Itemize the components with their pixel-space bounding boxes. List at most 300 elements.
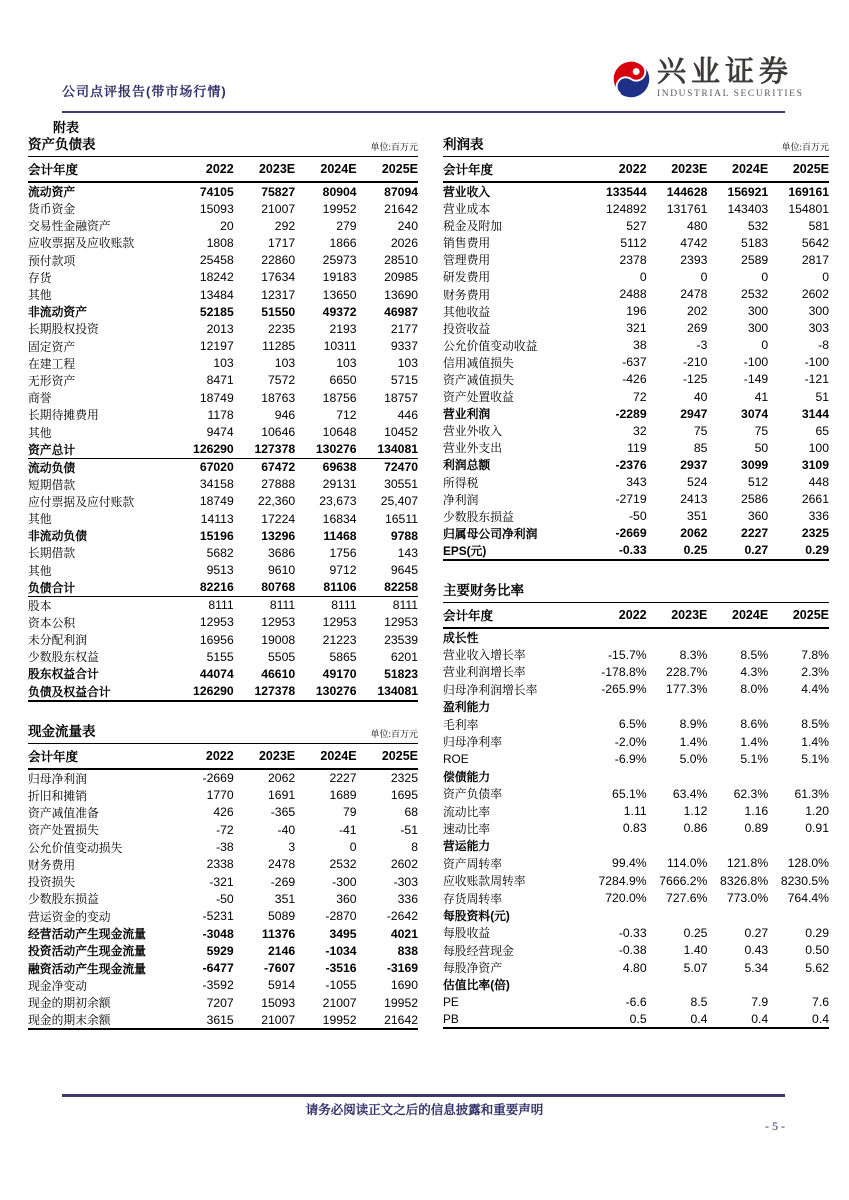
row-label: 每股经营现金 xyxy=(443,943,514,958)
cell-value: 2235 xyxy=(268,321,296,336)
row-label: 无形资产 xyxy=(28,373,76,388)
table-row xyxy=(443,872,829,889)
cell-value xyxy=(707,698,768,715)
cell-value: 5682 xyxy=(206,545,234,560)
cell-value: 2325 xyxy=(390,771,418,785)
cell-value: 2478 xyxy=(680,287,708,302)
row-label: ROE xyxy=(443,751,469,766)
cell-value xyxy=(647,698,708,715)
table-row xyxy=(443,994,829,1011)
table-row xyxy=(28,234,418,251)
row-label: 固定资产 xyxy=(28,339,76,354)
section-row xyxy=(443,768,829,785)
cell-value: -125 xyxy=(682,372,708,387)
cell-value: 228.7% xyxy=(666,664,708,679)
appendix-label: 附表 xyxy=(53,120,80,135)
table-row xyxy=(28,787,418,804)
cell-value: 1808 xyxy=(206,235,234,250)
cell-value: 336 xyxy=(808,509,829,524)
cell-value: 16511 xyxy=(385,511,418,526)
table-row xyxy=(28,338,418,355)
cash_flow-table xyxy=(28,743,418,1031)
cell-value: 8.5% xyxy=(801,717,829,732)
row-label: 现金的期末余额 xyxy=(28,1011,172,1029)
cell-value xyxy=(647,628,708,646)
cell-value: 279 xyxy=(336,218,357,233)
cell-value: 2937 xyxy=(680,457,708,472)
balance_sheet-table xyxy=(28,156,418,702)
row-label: 销售费用 xyxy=(443,236,491,251)
cell-value: 30551 xyxy=(384,477,418,492)
cell-value: -50 xyxy=(628,509,647,524)
cell-value: 46610 xyxy=(261,666,296,681)
cell-value: 51 xyxy=(815,389,829,404)
cell-value: 1.40 xyxy=(683,943,708,958)
cell-value: 67472 xyxy=(261,460,296,475)
cell-value: 0.4 xyxy=(768,1011,829,1028)
cell-value: 0.29 xyxy=(805,925,829,940)
cell-value: 18757 xyxy=(384,390,418,405)
balance-sheet-section xyxy=(28,133,418,702)
row-label: 流动资产 xyxy=(28,185,76,199)
table-row xyxy=(443,320,829,337)
table-row xyxy=(28,838,418,855)
cell-value: 2193 xyxy=(329,321,357,336)
cell-value: 946 xyxy=(274,407,296,422)
unit-label: 单位:百万元 xyxy=(781,142,829,152)
cell-value: 8 xyxy=(411,840,418,855)
cell-value: 40 xyxy=(693,389,708,404)
cell-value: 5.0% xyxy=(679,751,708,766)
row-label: 流动负债 xyxy=(28,460,76,475)
cell-value: 75 xyxy=(754,423,769,438)
cell-value: 1770 xyxy=(206,788,234,803)
cell-value: 50 xyxy=(754,440,769,455)
cell-value: 9474 xyxy=(206,425,234,440)
cell-value: 1178 xyxy=(207,407,234,422)
cell-value xyxy=(768,837,829,854)
row-label: 资产减值准备 xyxy=(28,805,99,820)
column-header: 2024E xyxy=(295,743,356,769)
row-label: 归母净利润增长率 xyxy=(443,682,538,697)
table-row xyxy=(443,785,829,802)
row-label: 现金的期初余额 xyxy=(28,996,111,1011)
cell-value: 12317 xyxy=(261,287,296,302)
row-label: 应收票据及应收账款 xyxy=(28,236,135,251)
row-label: 现金净变动 xyxy=(28,978,87,993)
table-row xyxy=(443,889,829,906)
cell-value: 16834 xyxy=(322,511,357,526)
cell-value: 5089 xyxy=(268,909,296,924)
cell-value: 7207 xyxy=(206,995,234,1010)
section-row xyxy=(443,837,829,854)
column-header: 2025E xyxy=(357,743,418,769)
ratios-table xyxy=(443,602,829,1030)
cell-value: 7572 xyxy=(268,373,296,388)
cell-value: -50 xyxy=(216,891,234,906)
cell-value: 6.5% xyxy=(618,717,647,732)
row-label: EPS(元) xyxy=(443,542,586,560)
cell-value: 69638 xyxy=(322,460,357,475)
table-row xyxy=(28,372,418,389)
column-header-row xyxy=(443,157,829,183)
row-label: 营业利润 xyxy=(443,407,491,422)
table-row xyxy=(443,1011,829,1028)
column-header: 2023E xyxy=(647,157,708,183)
ratios-title: 主要财务比率 xyxy=(443,582,524,598)
table-row xyxy=(28,423,418,440)
section-row xyxy=(443,976,829,993)
table-row xyxy=(443,200,829,217)
unit-label: 单位:百万元 xyxy=(370,142,418,152)
cell-value: -0.33 xyxy=(618,925,647,940)
cell-value: 25,407 xyxy=(380,494,418,509)
cell-value: 1.16 xyxy=(744,804,769,819)
row-label: 营业利润增长率 xyxy=(443,665,526,680)
cell-value xyxy=(768,976,829,993)
cell-value: 9513 xyxy=(206,563,234,578)
section-row xyxy=(443,907,829,924)
cell-value: 20985 xyxy=(384,270,418,285)
cell-value: 75 xyxy=(693,423,708,438)
cell-value: 7284.9% xyxy=(598,873,647,888)
cell-value: 9645 xyxy=(390,563,418,578)
brand-logo-text xyxy=(657,58,803,99)
column-header: 2022 xyxy=(586,157,647,183)
cell-value: -0.38 xyxy=(618,943,647,958)
cell-value: 18749 xyxy=(199,494,234,509)
cell-value: -100 xyxy=(804,355,829,370)
table-row xyxy=(443,439,829,456)
cell-value: 2227 xyxy=(329,771,357,785)
cell-value: 2227 xyxy=(741,526,769,541)
cell-value: 2602 xyxy=(390,857,418,872)
table-row xyxy=(28,458,418,476)
table-row xyxy=(443,303,829,320)
cell-value: 360 xyxy=(747,509,769,524)
cell-value: 49372 xyxy=(322,304,357,319)
cell-value: -41 xyxy=(338,822,357,837)
cell-value: -303 xyxy=(393,874,418,889)
cell-value: -6.6 xyxy=(625,995,647,1010)
cell-value: 2393 xyxy=(680,252,708,267)
table-row xyxy=(443,491,829,508)
table-row xyxy=(28,925,418,942)
table-row xyxy=(443,646,829,663)
cell-value: 3615 xyxy=(172,1011,233,1029)
cell-value: 5.1% xyxy=(801,751,829,766)
cell-value: -265.9% xyxy=(601,682,647,697)
cell-value: 727.6% xyxy=(666,891,708,906)
column-header: 2023E xyxy=(647,602,708,628)
cell-value: 156921 xyxy=(727,184,769,199)
row-label: 营业外支出 xyxy=(443,441,502,456)
cell-value: 0.27 xyxy=(707,542,768,560)
row-label: 营业收入增长率 xyxy=(443,648,526,663)
row-label: 融资活动产生现金流量 xyxy=(28,961,146,976)
row-label: 营业成本 xyxy=(443,202,491,217)
cell-value: 720.0% xyxy=(605,891,647,906)
cell-value: 14113 xyxy=(200,511,234,526)
cell-value: 134081 xyxy=(357,441,418,459)
cell-value xyxy=(768,768,829,785)
table-row xyxy=(28,648,418,665)
cell-value: 10311 xyxy=(323,339,357,354)
table-row xyxy=(28,217,418,234)
row-label: 资产负债率 xyxy=(443,787,502,802)
table-row xyxy=(443,388,829,405)
table-row xyxy=(443,234,829,251)
cell-value: 8.5% xyxy=(740,647,769,662)
table-row xyxy=(443,681,829,698)
table-row xyxy=(28,544,418,561)
table-row xyxy=(28,320,418,337)
row-label: 资产减值损失 xyxy=(443,372,514,387)
table-row xyxy=(28,303,418,320)
table-row xyxy=(28,510,418,527)
report-type-label: 公司点评报告(带市场行情) xyxy=(62,84,227,99)
cell-value: 8.9% xyxy=(679,717,708,732)
cell-value: 9610 xyxy=(268,563,296,578)
balance_sheet-title: 资产负债表 xyxy=(28,137,96,152)
row-label: 速动比率 xyxy=(443,821,491,836)
cell-value xyxy=(707,768,768,785)
table-row xyxy=(443,371,829,388)
cell-value: -3592 xyxy=(202,978,234,993)
cell-value: 1.4% xyxy=(801,734,829,749)
cell-value: 8111 xyxy=(269,598,296,613)
cell-value: 8.0% xyxy=(740,682,769,697)
row-label: 资产处置损失 xyxy=(28,823,99,838)
cell-value: 448 xyxy=(808,475,829,490)
header-divider xyxy=(62,111,785,113)
footer-divider xyxy=(62,1094,785,1097)
cell-value: 19952 xyxy=(322,201,357,216)
cell-value: 5865 xyxy=(329,649,357,664)
cell-value: -15.7% xyxy=(607,647,647,662)
row-label: 研发费用 xyxy=(443,270,491,285)
cell-value: 300 xyxy=(747,321,769,336)
cell-value: 1.11 xyxy=(623,804,647,819)
table-row xyxy=(28,389,418,406)
cell-value: 2013 xyxy=(206,321,234,336)
cell-value: 0.50 xyxy=(805,943,829,958)
cell-value: 32 xyxy=(633,423,647,438)
cell-value: -1034 xyxy=(325,943,357,958)
cell-value: 1.4% xyxy=(740,734,769,749)
cell-value: 10452 xyxy=(384,425,418,440)
table-row xyxy=(28,269,418,286)
cell-value: 22,360 xyxy=(257,494,296,509)
cell-value: 18749 xyxy=(199,390,234,405)
cell-value xyxy=(586,907,647,924)
cell-value: 11285 xyxy=(262,339,296,354)
cell-value: 0.29 xyxy=(768,542,829,560)
cell-value: 11468 xyxy=(323,528,357,543)
cell-value: 0.86 xyxy=(683,821,708,836)
cell-value: 2661 xyxy=(801,492,829,507)
row-label: 少数股东权益 xyxy=(28,650,99,665)
cell-value: 131761 xyxy=(666,201,708,216)
cell-value: 11376 xyxy=(261,926,296,941)
cell-value xyxy=(768,628,829,646)
row-label: 归母净利率 xyxy=(443,735,502,750)
cell-value: -5231 xyxy=(202,909,234,924)
table-row xyxy=(443,715,829,732)
table-row xyxy=(443,924,829,941)
row-label: 资本公积 xyxy=(28,615,76,630)
cell-value: 0.27 xyxy=(744,925,769,940)
cell-value: 3099 xyxy=(741,457,769,472)
cell-value: -1055 xyxy=(325,978,357,993)
table-row xyxy=(28,441,418,459)
cell-value: 8326.8% xyxy=(720,873,769,888)
cell-value: 4742 xyxy=(680,235,708,250)
cell-value: 12953 xyxy=(322,615,357,630)
table-row xyxy=(28,355,418,372)
row-label: 毛利率 xyxy=(443,717,479,732)
table-row xyxy=(443,217,829,234)
table-row xyxy=(28,493,418,510)
cell-value: 63.4% xyxy=(672,786,708,801)
cell-value: 5929 xyxy=(206,943,234,958)
cell-value: 80904 xyxy=(322,184,357,199)
cell-value: 23,673 xyxy=(319,494,357,509)
row-label: 营业收入 xyxy=(443,185,491,199)
cell-value: 74105 xyxy=(199,184,234,199)
cell-value: 5.34 xyxy=(744,960,769,975)
cell-value: 581 xyxy=(808,218,829,233)
cell-value: 4.3% xyxy=(740,664,769,679)
row-label: 长期股权投资 xyxy=(28,322,99,337)
table-row xyxy=(443,285,829,302)
cell-value: -72 xyxy=(216,822,234,837)
table-row xyxy=(443,422,829,439)
cell-value: 19008 xyxy=(261,632,296,647)
cell-value: -3 xyxy=(696,338,708,353)
row-label: 长期待摊费用 xyxy=(28,408,99,423)
column-header: 2022 xyxy=(172,743,233,769)
table-row xyxy=(28,683,418,701)
cell-value: 300 xyxy=(808,304,829,319)
row-label: 经营活动产生现金流量 xyxy=(28,927,146,942)
cell-value: 1866 xyxy=(329,235,357,250)
cell-value: 764.4% xyxy=(787,891,829,906)
cash-flow-section xyxy=(28,720,418,1031)
cell-value: 0 xyxy=(349,840,357,855)
cell-value: -637 xyxy=(622,355,647,370)
cell-value: 126290 xyxy=(172,683,233,701)
cell-value: 52185 xyxy=(199,304,234,319)
cell-value: 72470 xyxy=(384,460,418,475)
table-row xyxy=(443,251,829,268)
table-row xyxy=(443,750,829,767)
cell-value: 21007 xyxy=(322,995,357,1010)
cell-value: 6201 xyxy=(390,649,418,664)
cell-value: 0 xyxy=(761,338,769,353)
cell-value: 5914 xyxy=(268,978,296,993)
cell-value: -269 xyxy=(270,874,296,889)
cell-value xyxy=(647,976,708,993)
cell-value: 169161 xyxy=(788,184,829,199)
cell-value: 177.3% xyxy=(666,682,708,697)
cell-value: 2947 xyxy=(680,406,708,421)
cell-value: 0 xyxy=(822,269,829,284)
cell-value: 240 xyxy=(397,218,418,233)
cell-value: 4.80 xyxy=(622,960,647,975)
row-label: 每股收益 xyxy=(443,926,491,941)
cell-value: 2817 xyxy=(801,252,829,267)
cell-value: 5715 xyxy=(390,373,418,388)
cell-value: 2062 xyxy=(680,526,708,541)
row-label: 每股净资产 xyxy=(443,961,502,976)
cell-value: 75827 xyxy=(261,184,296,199)
column-header: 2024E xyxy=(707,157,768,183)
cell-value: 79 xyxy=(343,805,357,820)
cell-value: 72 xyxy=(633,389,647,404)
cell-value: 9712 xyxy=(329,563,357,578)
row-label: 营运资金的变动 xyxy=(28,909,111,924)
cell-value: 8.6% xyxy=(740,717,769,732)
row-label: PE xyxy=(443,995,459,1010)
income_statement-title: 利润表 xyxy=(443,137,484,152)
cell-value: 196 xyxy=(626,304,647,319)
row-label: 成长性 xyxy=(443,630,479,645)
cell-value: 28510 xyxy=(384,253,418,268)
cell-value: 126290 xyxy=(172,441,233,459)
row-label: 其他 xyxy=(28,512,52,527)
cash_flow-title: 现金流量表 xyxy=(28,723,96,739)
table-row xyxy=(443,663,829,680)
cell-value xyxy=(586,768,647,785)
financial-ratios-section xyxy=(443,579,829,1030)
footer-disclaimer: 请务必阅读正文之后的信息披露和重要声明 xyxy=(305,1103,544,1117)
row-label: 应付票据及应付账款 xyxy=(28,494,135,509)
cell-value: 303 xyxy=(808,321,829,336)
cell-value: 5.07 xyxy=(683,960,708,975)
cell-value: 321 xyxy=(626,321,647,336)
cell-value: 29131 xyxy=(322,477,357,492)
cell-value: 4021 xyxy=(390,926,418,941)
column-header: 会计年度 xyxy=(443,602,586,628)
cell-value: -2669 xyxy=(202,771,234,785)
cell-value: -2870 xyxy=(325,909,357,924)
cell-value: 292 xyxy=(274,218,296,233)
cell-value: 0.25 xyxy=(683,925,708,940)
row-label: 未分配利润 xyxy=(28,633,87,648)
cell-value: -426 xyxy=(622,372,647,387)
cell-value: 21007 xyxy=(261,201,296,216)
cell-value: -2669 xyxy=(615,526,647,541)
column-header: 会计年度 xyxy=(28,743,172,769)
cell-value: 7666.2% xyxy=(659,873,708,888)
cell-value: 2589 xyxy=(741,252,769,267)
section-row xyxy=(443,628,829,646)
cell-value: 80768 xyxy=(234,579,295,597)
table-row xyxy=(28,1011,418,1029)
cell-value: 1756 xyxy=(329,545,357,560)
table-row xyxy=(443,268,829,285)
cell-value: 15093 xyxy=(261,995,296,1010)
row-label: 营运能力 xyxy=(443,839,491,854)
cell-value: 143403 xyxy=(727,201,769,216)
cell-value: 10646 xyxy=(261,425,296,440)
table-row xyxy=(443,508,829,525)
cell-value: 5505 xyxy=(268,649,296,664)
cell-value xyxy=(768,907,829,924)
table-row xyxy=(443,542,829,560)
row-label: 其他 xyxy=(28,288,52,303)
